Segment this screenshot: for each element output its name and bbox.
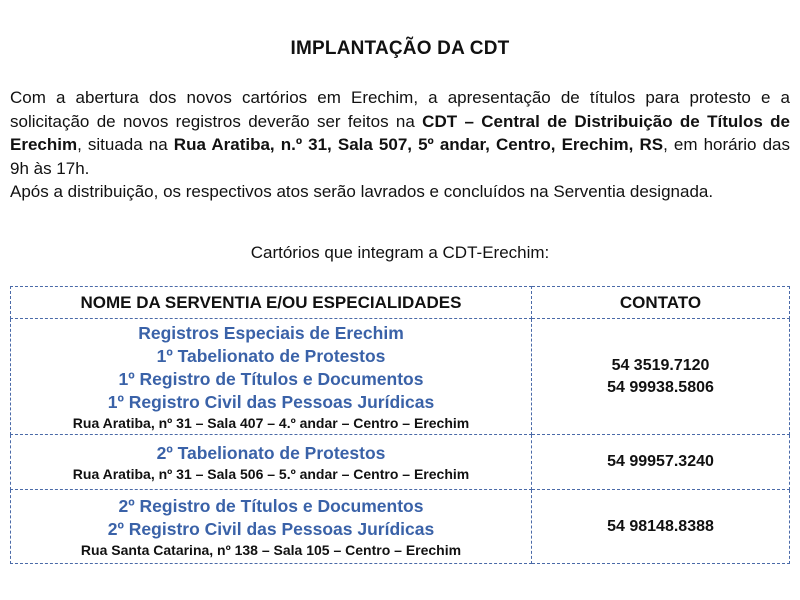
registry-address: Rua Aratiba, nº 31 – Sala 506 – 5.º andar – Centro – Erechim — [72, 465, 470, 482]
registry-name: Registros Especiais de Erechim — [138, 322, 404, 343]
registry-name: 2º Registro de Títulos e Documentos — [118, 495, 424, 516]
table-row — [11, 490, 790, 564]
document-title: IMPLANTAÇÃO DA CDT — [290, 38, 510, 59]
table-header-row — [11, 287, 790, 319]
registry-table — [10, 286, 790, 564]
phone-number: 54 99957.3240 — [607, 453, 714, 470]
registry-name: 1º Registro de Títulos e Documentos — [118, 368, 424, 389]
cdt-address: Rua Aratiba, n.º 31, Sala 507, 5º andar, Centro, Erechim, RS — [173, 135, 664, 154]
row-names-cell — [11, 319, 532, 435]
distribution-note: Após a distribuição, os respectivos atos serão lavrados e concluídos na Serventia designada. — [10, 182, 714, 201]
table-row — [11, 319, 790, 435]
registry-name: 2º Registro Civil das Pessoas Jurídicas — [107, 518, 435, 539]
intro-paragraph — [10, 86, 790, 204]
registry-name: 1º Registro Civil das Pessoas Jurídicas — [107, 391, 435, 412]
row-contact-cell — [532, 319, 790, 435]
registry-name: 2º Tabelionato de Protestos — [156, 442, 386, 463]
intro-text-1: Com a abertura dos novos cartórios em Erechim, a apresentação de títulos para protesto e a solicitação de novos registros deverão ser feitos na — [10, 88, 790, 131]
cdt-name: CDT – Central de Distribuição de Títulos de Erechim — [10, 111, 790, 154]
row-names-cell — [11, 490, 532, 564]
intro-text-3: , em horário das 9h às 17h. — [10, 135, 790, 178]
row-names-cell — [11, 435, 532, 490]
row-contact-cell — [532, 435, 790, 490]
registry-address: Rua Santa Catarina, nº 138 – Sala 105 – Centro – Erechim — [80, 541, 462, 558]
header-contact: CONTATO — [532, 287, 790, 319]
phone-number: 54 98148.8388 — [607, 517, 714, 535]
header-name: NOME DA SERVENTIA E/OU ESPECIALIDADES — [11, 287, 532, 319]
phone-number: 54 3519.7120 — [611, 356, 710, 374]
row-contact-cell — [532, 490, 790, 564]
table-row — [11, 435, 790, 490]
intro-text-2: , situada na — [77, 135, 174, 154]
phone-number: 54 99938.5806 — [607, 378, 714, 396]
registry-address: Rua Aratiba, nº 31 – Sala 407 – 4.º andar – Centro – Erechim — [72, 414, 470, 431]
registry-name: 1º Tabelionato de Protestos — [156, 345, 386, 366]
table-caption: Cartórios que integram a CDT-Erechim: — [250, 243, 550, 262]
